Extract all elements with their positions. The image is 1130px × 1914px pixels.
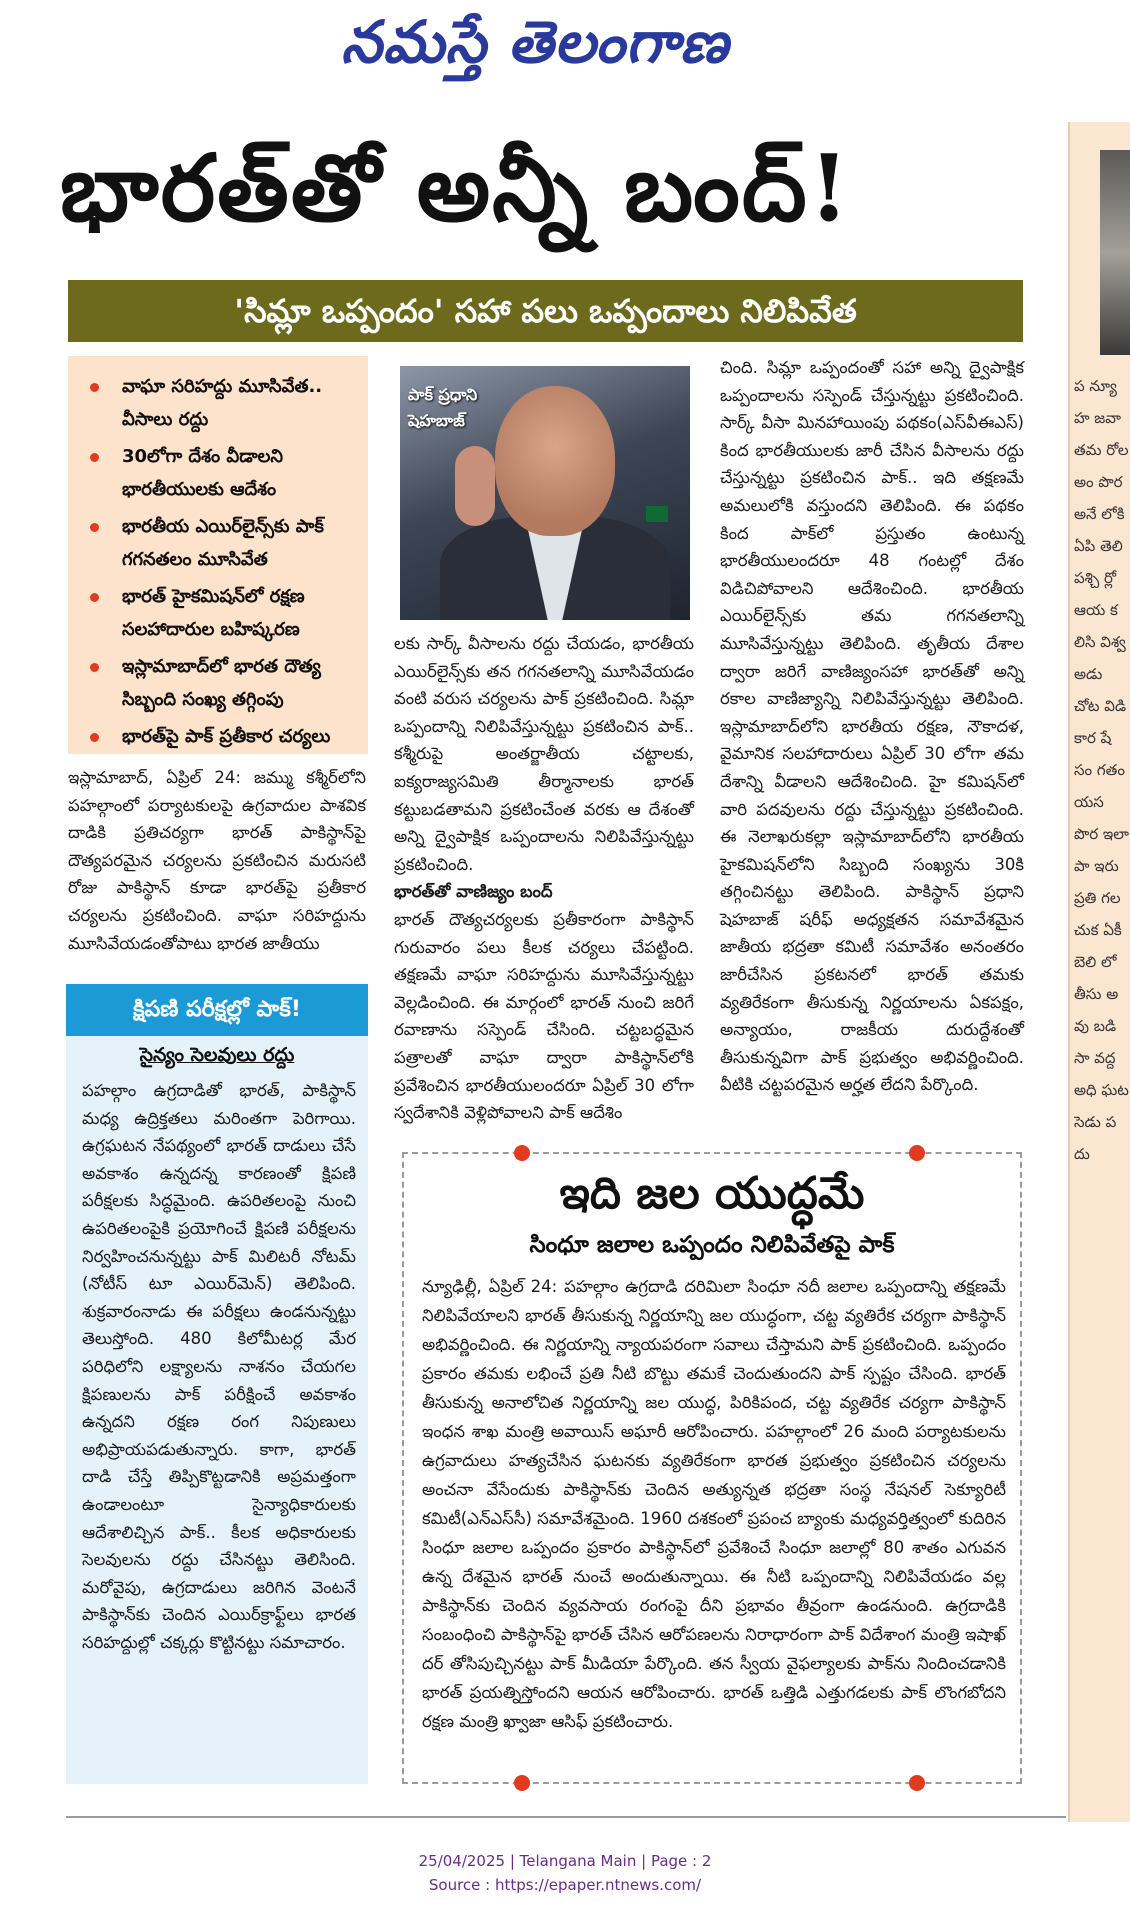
- article-column-2: [394, 630, 694, 1127]
- article-column-2-text-continued: భారత్ దౌత్యచర్యలకు ప్రతీకారంగా పాకిస్థాన్ గురువారం పలు కీలక చర్యలు చేపట్టింది. తక్షణమే వాఘా సరిహద్దును మూసివేస్తున్నట్టు వెల్లడించింది. ఈ మార్గంలో భారత్ నుంచి జరిగే రవాణాను సస్పెండ్ చేసింది. చట్టబద్ధమైన పత్రాలతో వాఘా ద్వారా పాకిస్థాన్‌లోకి ప్రవేశించిన భారతీయులందరూ ఏప్రిల్ 30 లోగా స్వదేశానికి వెళ్లిపోవాలని పాక్ ఆదేశిం: [394, 909, 694, 1123]
- adjacent-article-text: ప న్యూ హ జవా తమ రోల అం పొర అనే లోకి ఏపి తెలి పశ్చి ర్లో ఆయ కలిసి విశ్వ అడు చోట విడి కార షే సం గతం యస పొర ఇలా పా ఇరు ప్రతి గల చుక ఏకీ బెలి లో తీసు అవు బడి సా వద్ద అధి ఘట సెడు పదు: [1074, 377, 1129, 1163]
- footer-divider: [66, 1816, 1066, 1818]
- highlight-item: ఇస్లామాబాద్‌లో భారత దౌత్య సిబ్బంది సంఖ్య తగ్గింపు: [82, 650, 358, 716]
- corner-dot: [514, 1775, 530, 1791]
- corner-dot: [909, 1775, 925, 1791]
- masthead: నమస్తే తెలంగాణ: [341, 8, 729, 76]
- article-column-2-text: లకు సార్క్ వీసాలను రద్దు చేయడం, భారతీయ ఎయిర్‌లైన్స్‌కు తన గగనతలాన్ని మూసివేయడం వంటి వరుస చర్యలను పాక్ ప్రకటించింది. సిమ్లా ఒప్పందాన్ని నిలిపివేస్తున్నట్టు ప్రకటించిన పాక్.. కశ్మీరుపై అంతర్జాతీయ చట్టాలకు, ఐక్యరాజ్యసమితి తీర్మానాలకు భారత్ కట్టుబడతామని ప్రకటించేంత వరకు ఆ దేశంతో అన్ని ద్వైపాక్షిక ఒప్పందాలను నిలిపివేస్తున్నట్టు ప్రకటించింది.: [394, 634, 694, 874]
- subheadline-band: 'సిమ్లా ఒప్పందం' సహా పలు ఒప్పందాలు నిలిపివేత: [68, 280, 1023, 342]
- highlight-item: వాఘా సరిహద్దు మూసివేత.. వీసాలు రద్దు: [82, 370, 358, 436]
- highlights-box: [68, 356, 368, 754]
- corner-dot: [909, 1145, 925, 1161]
- article-column-1: ఇస్లామాబాద్, ఏప్రిల్ 24: జమ్ము కశ్మీర్‌లోని పహల్గాంలో పర్యాటకులపై ఉగ్రవాదుల పాశవిక దాడికి ప్రతిచర్యగా భారత్ పాకిస్థాన్‌పై దౌత్యపరమైన చర్యలను ప్రకటించిన మరుసటి రోజు పాకిస్థాన్ కూడా భారత్‌పై ప్రతీకార చర్యలను ప్రకటించింది. వాఘా సరిహద్దును మూసివేయడంతోపాటు భారత జాతీయు: [68, 768, 366, 953]
- highlight-item: భారత్ హైకమిషన్‌లో రక్షణ సలహాదారుల బహిష్కరణ: [82, 580, 358, 646]
- missile-box-subtitle: సైన్యం సెలవులు రద్దు: [139, 1044, 295, 1066]
- corner-dot: [514, 1145, 530, 1161]
- water-box-title: ఇది జల యుద్ధమే: [559, 1168, 865, 1219]
- water-box-body: న్యూఢిల్లీ, ఏప్రిల్ 24: పహల్గాం ఉగ్రదాడి దరిమిలా సింధూ నదీ జలాల ఒప్పందాన్ని తక్షణమే నిలిపివేయాలని భారత్ తీసుకున్న నిర్ణయాన్ని జల యుద్ధంగా, చట్ట వ్యతిరేక చర్యగా పాకిస్థాన్ అభివర్ణించింది. ఈ నిర్ణయాన్ని న్యాయపరంగా సవాలు చేస్తామని పాక్ ప్రకటించింది. ఒప్పందం ప్రకారం తమకు లభించే ప్రతి నీటి బొట్టు తమకే చెందుతుందని పాక్ స్పష్టం చేసింది. భారత్ తీసుకున్న అనాలోచిత నిర్ణయాన్ని జల యుద్ధ, పిరికిపంద, చట్ట వ్యతిరేక చర్యగా పాకిస్థాన్ ఇంధన శాఖ మంత్రి అవాయిస్ అఘారీ ఆరోపించారు. పహల్గాంలో 26 మంది పర్యాటకులను ఉగ్రవాదులు హత్యచేసిన ఘటనకు వ్యతిరేకంగా భారత ప్రభుత్వం ప్రకటించిన చర్యలను అంచనా వేసేందుకు పాకిస్థాన్‌కు చెందిన అత్యున్నత భద్రతా సంస్థ నేషనల్ సెక్యూరిటీ కమిటీ(ఎన్ఎస్‌సీ) సమావేశమైంది. 1960 దశకంలో ప్రపంచ బ్యాంకు మధ్యవర్తిత్వంలో కుదిరిన సింధూ జలాల ఒప్పందం ప్రకారం పాకిస్థాన్‌లో ప్రవేశించే సింధూ జలాల్లో 80 శాతం ఎగువన ఉన్న దేశమైన భారత్ నుంచే అందుతున్నాయి. ఈ నీటి ఒప్పందాన్ని నిలిపివేయడం వల్ల పాకిస్థాన్‌కు చెందిన వ్యవసాయ రంగంపై దీని ప్రభావం తీవ్రంగా ఉండనుంది. ఉగ్రదాడికి సంబంధించి పాకిస్థాన్‌పై భారత్ చేసిన ఆరోపణలను నిరాధారంగా పాక్ విదేశాంగ మంత్రి ఇషాఖ్ దర్ తోసిపుచ్చినట్టు పాక్ మీడియా పేర్కొంది. తన స్వీయ వైఫల్యాలకు పాక్‌ను నిందించడానికి భారత్ ప్రయత్నిస్తోందని ఆయన ఆరోపించారు. భారత్ ఒత్తిడి ఎత్తుగడలకు పాక్ లొంగబోదని రక్షణ మంత్రి ఖ్వాజా ఆసిఫ్ ప్రకటించారు.: [422, 1277, 1006, 1731]
- article-column-3: చింది. సిమ్లా ఒప్పందంతో సహా అన్ని ద్వైపాక్షిక ఒప్పందాలను సస్పెండ్ చేస్తున్నట్టు ప్రకటించింది. సార్క్ వీసా మినహాయింపు పథకం(ఎస్‌వీఈఎస్) కింద భారతీయులకు జారీ చేసిన వీసాలను రద్దు చేస్తున్నట్టు ప్రకటించిన పాక్.. ఇది తక్షణమే అమలులోకి వస్తుందని తెలిపింది. ఈ పథకం కింద పాక్‌లో ప్రస్తుతం ఉంటున్న భారతీయులందరూ 48 గంటల్లో దేశం విడిచిపోవాలని ఆదేశించింది. భారతీయ ఎయిర్‌లైన్స్‌కు తమ గగనతలాన్ని మూసివేస్తున్నట్టు తెలిపింది. తృతీయ దేశాల ద్వారా జరిగే వాణిజ్యంసహా భారత్‌తో అన్ని రకాల వాణిజ్యాన్ని నిలిపివేస్తున్నట్టు తెలిపింది. ఇస్లామాబాద్‌లోని భారతీయ రక్షణ, నౌకాదళ, వైమానిక సలహాదారులు ఏప్రిల్ 30 లోగా తమ దేశాన్ని వీడాలని ఆదేశించింది. హై కమిషన్‌లో వారి పదవులను రద్దు చేస్తున్నట్టు ప్రకటించింది. ఈ నెలాఖరుకల్లా ఇస్లామాబాద్‌లోని భారతీయ హైకమిషన్‌లోని సిబ్బంది సంఖ్యను 30కి తగ్గించినట్టు తెలిపింది. పాకిస్థాన్ ప్రధాని షెహబాజ్ షరీఫ్ అధ్యక్షతన సమావేశమైన జాతీయ భద్రతా కమిటీ సమావేశం అనంతరం జారీచేసిన ప్రకటనలో భారత్ తమకు వ్యతిరేకంగా తీసుకున్న నిర్ణయాలను ఏకపక్షం, అన్యాయం, రాజకీయ దురుద్దేశంతో తీసుకున్నవిగా పాక్ ప్రభుత్వం అభివర్ణించింది. వీటికి చట్టపరమైన అర్హత లేదని పేర్కొంది.: [720, 358, 1024, 1095]
- missile-box-title: క్షిపణి పరీక్షల్లో పాక్!: [66, 984, 368, 1036]
- photo-caption: పాక్ ప్రధాని షెహబాజ్: [408, 385, 478, 430]
- highlight-item: భారత్‌పై పాక్ ప్రతీకార చర్యలు: [82, 720, 358, 753]
- water-war-box: [402, 1152, 1022, 1784]
- flag-pin-icon: [646, 506, 668, 522]
- adjacent-article-photo: [1100, 150, 1130, 355]
- highlight-item: భారతీయ ఎయిర్‌లైన్స్‌కు పాక్ గగనతలం మూసివేత: [82, 510, 358, 576]
- footer-page-info: 25/04/2025 | Telangana Main | Page : 2: [418, 1852, 712, 1870]
- footer-source[interactable]: Source : https://epaper.ntnews.com/: [428, 1876, 702, 1894]
- headline: భారత్‌తో అన్నీ బంద్!: [60, 134, 852, 242]
- highlight-item: 30లోగా దేశం వీడాలని భారతీయులకు ఆదేశం: [82, 440, 358, 506]
- water-box-subtitle: సింధూ జలాల ఒప్పందం నిలిపివేతపై పాక్: [529, 1232, 895, 1258]
- pak-pm-photo: [400, 366, 690, 620]
- trade-ban-subhead: భారత్‌తో వాణిజ్యం బంద్: [394, 882, 553, 902]
- missile-box-body: పహల్గాం ఉగ్రదాడితో భారత్, పాకిస్థాన్ మధ్య ఉద్రిక్తతలు మరింతగా పెరిగాయి. ఉగ్రఘటన నేపథ్యంలో భారత్ దాడులు చేసే అవకాశం ఉన్నదన్న కారణంతో క్షిపణి పరీక్షలకు సిద్ధమైంది. ఉపరితలంపై నుంచి ఉపరితలంపైకి ప్రయోగించే క్షిపణి పరీక్షలను నిర్వహించనున్నట్టు పాక్ మిలిటరీ నోటమ్ (నోటీస్ టూ ఎయిర్‌మెన్) తెలిపింది. శుక్రవారంనాడు ఈ పరీక్షలు ఉండనున్నట్టు తెలుస్తోంది. 480 కిలోమీటర్ల మేర పరిధిలోని లక్ష్యాలను నాశనం చేయగల క్షిపణులను పాక్ పరీక్షించే అవకాశం ఉన్నదని రక్షణ రంగ నిపుణులు అభిప్రాయపడుతున్నారు. కాగా, భారత్ దాడి చేస్తే తిప్పికొట్టడానికి అప్రమత్తంగా ఉండాలంటూ సైన్యాధికారులకు ఆదేశాలిచ్చిన పాక్.. కీలక అధికారులకు సెలవులను రద్దు చేసినట్టు తెలిసింది. మరోవైపు, ఉగ్రదాడులు జరిగిన వెంటనే పాకిస్థాన్‌కు చెందిన ఎయిర్‌క్రాఫ్ట్‌లు భారత సరిహద్దుల్లో చక్కర్లు కొట్టినట్టు సమాచారం.: [82, 1081, 356, 1652]
- missile-test-box: [66, 984, 368, 1784]
